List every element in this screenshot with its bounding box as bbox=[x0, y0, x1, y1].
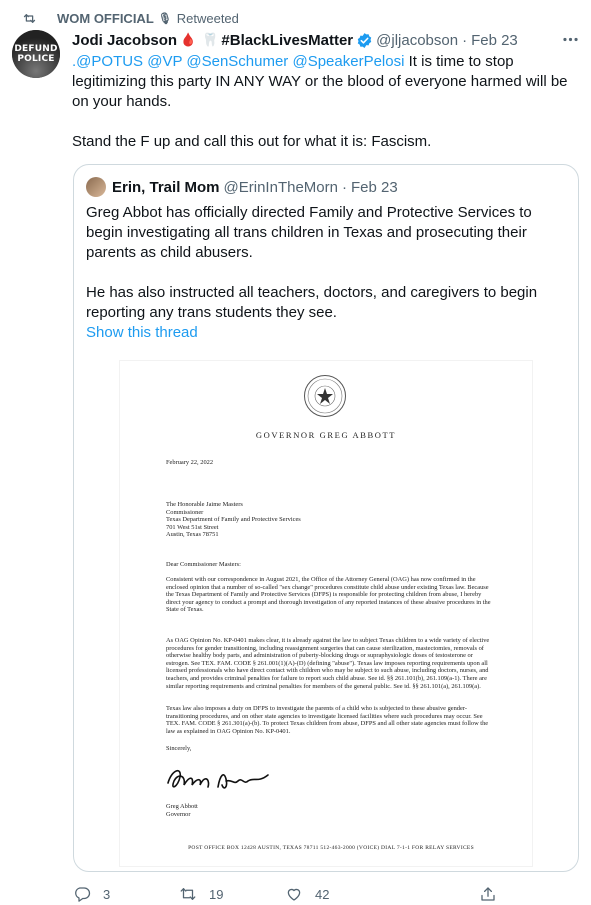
like-button[interactable] bbox=[285, 885, 329, 903]
letter-signer bbox=[166, 803, 198, 818]
quoted-tweet-header bbox=[86, 177, 398, 197]
letter-paragraph-1: Consistent with our correspondence in August 2021, the Office of the Attorney General (OAG) has now confirmed in the enclosed opinion that a number of so-called "sex change" procedures constitute child abuse under existing Texas law. Because the Texas Department of Family and Protective Services (DFPS) is responsible for protecting children from abuse, I hereby direct your agency to conduct a prompt and thorough investigation of any reported instances of these abusive procedures in the State of Texas. bbox=[166, 576, 491, 614]
retweet-context bbox=[22, 9, 239, 27]
microphone-emoji: 🎙 bbox=[157, 12, 172, 25]
signer-name: Greg Abbott bbox=[166, 803, 198, 810]
tooth-emoji: 🦷 bbox=[202, 32, 219, 47]
tweet-mentions[interactable]: .@POTUS @VP @SenSchumer @SpeakerPelosi bbox=[72, 53, 405, 70]
blood-drop-emoji: 🩸 bbox=[180, 32, 197, 47]
retweeter-name[interactable]: WOM OFFICIAL bbox=[57, 10, 154, 26]
share-icon bbox=[479, 885, 497, 903]
address-line: Austin, Texas 78751 bbox=[166, 531, 219, 539]
retweet-icon bbox=[179, 885, 197, 903]
letter-paragraph-2: As OAG Opinion No. KP-0401 makes clear, it is already against the law to subject Texas children to a wide variety of elective procedures for gender transitioning, including reassignment surgeries that can cause sterilization, mastectomies, removals of otherwise healthy body parts, and administration of puberty-blocking drugs or supraphysiologic doses of testosterone or estrogen. See TEX. FAM. CODE § 261.001(1)(A)-(D) (defining "abuse"). Texas law imposes reporting requirements upon all licensed professionals who have direct contact with children who may be subject to such abuse, including doctors, nurses, and teachers, and provides criminal penalties for failure to report such child abuse. See id. §§ 261.101(b), 261.109(a-1). There are similar reporting requirements and criminal penalties for members of the general public. See id. §§ 261.101(a), 261.109(a). bbox=[166, 637, 490, 690]
letter-footer: POST OFFICE BOX 12428 AUSTIN, TEXAS 78711 512-463-2000 (VOICE) DIAL 7-1-1 FOR RELAY SERVICES bbox=[188, 845, 474, 851]
tweet bbox=[72, 30, 580, 152]
quoted-author-name: Erin, Trail Mom bbox=[112, 178, 220, 196]
signature-icon bbox=[164, 761, 274, 797]
quoted-author-avatar bbox=[86, 177, 106, 197]
reply-icon bbox=[73, 885, 91, 903]
quoted-paragraph-1: Greg Abbot has officially directed Family and Protective Services to begin investigating all trans children in Texas and prosecuting their parents as child abusers. bbox=[86, 204, 532, 261]
author-name[interactable]: Jodi Jacobson bbox=[72, 31, 178, 49]
quoted-author-handle: @ErinInTheMorn bbox=[223, 178, 338, 196]
tweet-actions bbox=[73, 884, 503, 904]
letter-image[interactable] bbox=[120, 361, 532, 866]
tweet-header bbox=[72, 30, 580, 50]
verified-badge-icon bbox=[356, 32, 373, 49]
avatar[interactable] bbox=[12, 30, 60, 78]
address-line: Commissioner bbox=[166, 508, 204, 516]
quoted-paragraph-2: He has also instructed all teachers, doctors, and caregivers to begin reporting any trans students they see. bbox=[86, 284, 538, 321]
letter-title: GOVERNOR GREG ABBOTT bbox=[255, 430, 397, 440]
tweet-text-paragraph: Stand the F up and call this out for what it is: Fascism. bbox=[72, 133, 432, 150]
tweet-text bbox=[72, 52, 580, 152]
quoted-tweet-timestamp: Feb 23 bbox=[350, 178, 398, 196]
heart-icon bbox=[285, 885, 303, 903]
more-options-icon[interactable] bbox=[561, 30, 580, 49]
letter-address bbox=[166, 501, 301, 539]
address-line: The Honorable Jaime Masters bbox=[166, 501, 243, 508]
governor-seal-icon bbox=[303, 374, 347, 418]
quoted-tweet-text bbox=[86, 203, 566, 343]
retweeted-label: Retweeted bbox=[176, 10, 239, 26]
avatar-text-line2: POLICE bbox=[17, 54, 55, 64]
avatar-text-line1: DEFUND bbox=[14, 44, 58, 54]
quoted-tweet[interactable] bbox=[73, 164, 579, 872]
author-handle[interactable]: @jljacobson bbox=[376, 31, 459, 49]
separator-dot: · bbox=[462, 31, 468, 49]
retweet-count: 19 bbox=[209, 886, 224, 902]
signer-title: Governor bbox=[166, 810, 191, 818]
address-line: Texas Department of Family and Protective Services bbox=[166, 516, 301, 524]
show-thread-link[interactable]: Show this thread bbox=[86, 324, 198, 341]
reply-button[interactable] bbox=[73, 885, 110, 903]
author-hashtag: #BlackLivesMatter bbox=[221, 31, 354, 49]
letter-date: February 22, 2022 bbox=[166, 459, 214, 466]
retweet-icon bbox=[22, 11, 37, 26]
tweet-text-line: It is time to stop legitimizing this party IN ANY WAY or the blood of everyone harmed will be on your hands. bbox=[72, 53, 568, 110]
retweet-button[interactable] bbox=[179, 885, 223, 903]
tweet-timestamp[interactable]: Feb 23 bbox=[471, 31, 518, 49]
letter-paragraph-3: Texas law also imposes a duty on DFPS to investigate the parents of a child who is subjected to these abusive gender-transitioning procedures, and on other state agencies to investigate licensed facilities where such procedures may occur. See TEX. FAM. CODE § 261.301(a)-(b). To protect Texas children from abuse, DFPS and all other state agencies must follow the law as explained in OAG Opinion No. KP-0401. bbox=[166, 705, 489, 735]
reply-count: 3 bbox=[103, 886, 111, 902]
like-count: 42 bbox=[315, 886, 330, 902]
address-line: 701 West 51st Street bbox=[166, 523, 219, 531]
separator-dot: · bbox=[341, 178, 347, 196]
letter-salutation: Dear Commissioner Masters: bbox=[166, 561, 241, 568]
share-button[interactable] bbox=[479, 885, 497, 903]
letter-closing: Sincerely, bbox=[166, 745, 192, 752]
